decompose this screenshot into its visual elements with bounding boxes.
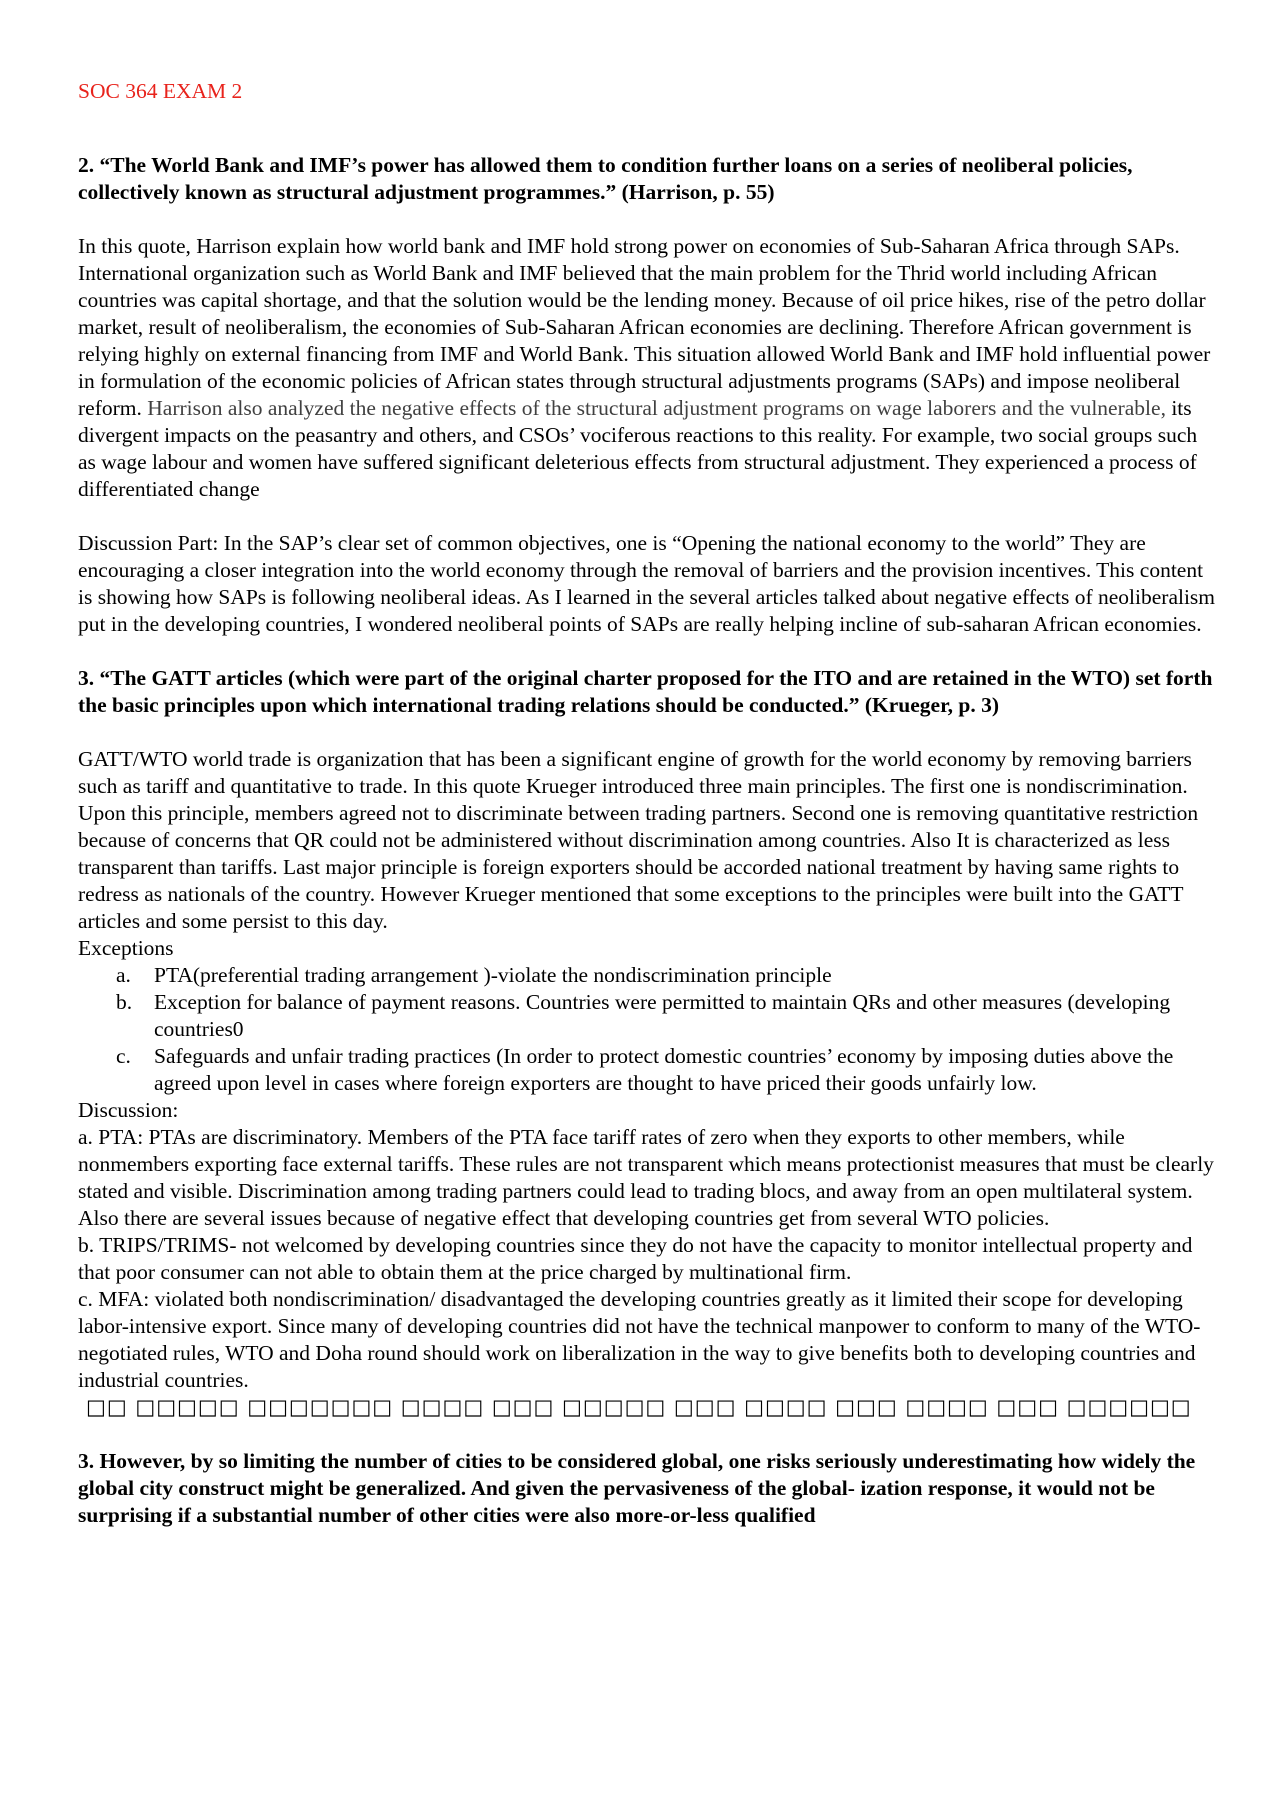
- question-2-answer-highlight: Harrison also analyzed the negative effects of the structural adjustment programs on wage laborers and the vulnerable,: [147, 396, 1166, 420]
- question-3-title: 3. “The GATT articles (which were part of the original charter proposed for the ITO and are retained in the WTO) set forth the basic principles upon which international trading relations should be conducted.” (Krueger, p. 3): [78, 666, 1213, 717]
- exception-marker: a.: [116, 963, 131, 987]
- question-2-answer: [78, 233, 1220, 503]
- discussion-point-a: a. PTA: PTAs are discriminatory. Members of the PTA face tariff rates of zero when they exports to other members, while nonmembers exporting face external tariffs. These rules are not transparent which means protectionist measures that must be clearly stated and visible. Discrimination among trading partners could lead to trading blocs, and away from an open multilateral system.: [78, 1125, 1214, 1203]
- question-3b-title: 3. However, by so limiting the number of cities to be considered global, one risks seriously underestimating how widely the global city construct might be generalized. And given the pervasiveness of the global- ization response, it would not be surprising if a substantial number of other cities were also more-or-less qualified: [78, 1449, 1196, 1527]
- document-header: SOC 364 EXAM 2: [78, 79, 243, 103]
- discussion-label: Discussion:: [78, 1098, 179, 1122]
- question-2-title: 2. “The World Bank and IMF’s power has allowed them to condition further loans on a series of neoliberal policies, collectively known as structural adjustment programmes.” (Harrison, p. 55): [78, 153, 1133, 204]
- discussion-note: Also there are several issues because of negative effect that developing countries get from several WTO policies.: [78, 1206, 1050, 1230]
- discussion-point-c: c. MFA: violated both nondiscrimination/ disadvantaged the developing countries greatly as it limited their scope for developing labor-intensive export. Since many of developing countries did not have the technical manpower to conform to many of the WTO-negotiated rules, WTO and Doha round should work on liberalization in the way to give benefits both to developing countries and industrial countries.: [78, 1287, 1201, 1392]
- exception-item: [78, 989, 1220, 1043]
- question-2-answer-tail: its divergent impacts on the peasantry and others, and CSOs’ vociferous reactions to this reality. For example, two social groups such as wage labour and women have suffered significant deleterious effects from structural adjustment. They experienced a process of differentiated change: [78, 396, 1198, 501]
- question-3-answer: GATT/WTO world trade is organization that has been a significant engine of growth for the world economy by removing barriers such as tariff and quantitative to trade. In this quote Krueger introduced three main principles. The first one is nondiscrimination. Upon this principle, members agreed not to discriminate between trading partners. Second one is removing quantitative restriction because of concerns that QR could not be administered without discrimination among countries. Also It is characterized as less transparent than tariffs. Last major principle is foreign exporters should be accorded national treatment by having same rights to redress as nationals of the country. However Krueger mentioned that some exceptions to the principles were built into the GATT articles and some persist to this day.: [78, 747, 1199, 933]
- exception-text: PTA(preferential trading arrangement )-violate the nondiscrimination principle: [154, 963, 832, 987]
- exception-item: [78, 1043, 1220, 1097]
- question-2-discussion: Discussion Part: In the SAP’s clear set of common objectives, one is “Opening the national economy to the world” They are encouraging a closer integration into the world economy through the removal of barriers and the provision incentives. This content is showing how SAPs is following neoliberal ideas. As I learned in the several articles talked about negative effects of neoliberalism put in the developing countries, I wondered neoliberal points of SAPs are really helping incline of sub-saharan African economies.: [78, 531, 1216, 636]
- exception-text: Exception for balance of payment reasons. Countries were permitted to maintain QRs and other measures (developing countries0: [154, 990, 1171, 1041]
- exception-text: Safeguards and unfair trading practices (In order to protect domestic countries’ economy by imposing duties above the agreed upon level in cases where foreign exporters are thought to have priced their goods unfairly low.: [154, 1044, 1174, 1095]
- exception-item: [78, 962, 1220, 989]
- question-2-answer-main: In this quote, Harrison explain how world bank and IMF hold strong power on economies of Sub-Saharan Africa through SAPs. International organization such as World Bank and IMF believed that the main problem for the Thrid world including African countries was capital shortage, and that the solution would be the lending money. Because of oil price hikes, rise of the petro dollar market, result of neoliberalism, the economies of Sub-Saharan African economies are declining. Therefore African government is relying highly on external financing from IMF and World Bank. This situation allowed World Bank and IMF hold influential power in formulation of the economic policies of African states through structural adjustments programs (SAPs) and impose neoliberal reform.: [78, 234, 1211, 420]
- exception-marker: b.: [116, 990, 133, 1014]
- garbled-text-line: □□ □□□□□ □□□□□□□ □□□□ □□□ □□□□□ □□□ □□□□ □□□ □□□□ □□□ □□□□□□: [86, 1395, 1192, 1419]
- exception-marker: c.: [116, 1044, 131, 1068]
- exceptions-list: [78, 962, 1220, 1097]
- exceptions-label: Exceptions: [78, 936, 174, 960]
- discussion-point-b: b. TRIPS/TRIMS- not welcomed by developing countries since they do not have the capacity to monitor intellectual property and that poor consumer can not able to obtain them at the price charged by multinational firm.: [78, 1233, 1193, 1284]
